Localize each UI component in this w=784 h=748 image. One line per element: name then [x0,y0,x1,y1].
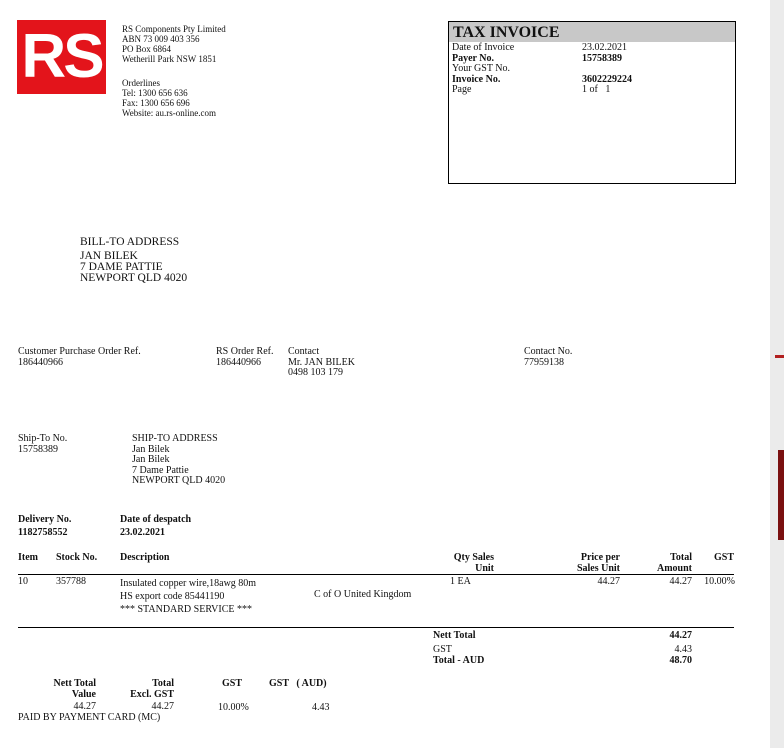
date-of-invoice-label: Date of Invoice [452,42,515,53]
payment-method: PAID BY PAYMENT CARD (MC) [18,712,161,723]
delivery-no-label: Delivery No. [18,514,72,525]
summary-nett-header-2: Value [71,688,96,700]
bill-to-street: 7 DAME PATTIE [80,261,163,273]
col-qty-header-2: Unit [475,562,494,574]
edge-mark [778,450,784,540]
row-qty: 1 EA [450,576,471,587]
cpo-label: Customer Purchase Order Ref. [18,346,141,357]
tax-invoice-header [449,22,735,42]
company-website: Website: au.rs-online.com [122,108,216,118]
despatch-label: Date of despatch [120,514,192,525]
viewer-right-edge [770,0,784,748]
totals-labels [433,630,484,666]
ship-to-line3: 7 Dame Pattie [132,464,189,476]
totals-values [630,630,692,666]
ship-to-line2: Jan Bilek [132,454,170,465]
col-qty-header-1: Qty Sales [453,552,494,563]
payer-no-label: Payer No. [452,52,495,64]
invoice-labels [452,43,514,96]
company-abn: ABN 73 009 403 356 [122,34,200,44]
contact-ref [288,347,355,379]
row-description [120,577,256,616]
ship-to-no-label: Ship-To No. [18,433,68,444]
invoice-no: 3602229224 [582,73,632,85]
col-price-header-1: Price per [580,552,620,563]
rs-logo [17,20,106,94]
rs-order-ref [216,347,274,368]
company-pobox: PO Box 6864 [122,44,172,54]
page-label: Page [452,84,472,95]
summary-gst-aud-header: GST ( AUD) [269,678,327,689]
page-value [582,85,632,96]
despatch-date: 23.02.2021 [120,527,165,538]
col-total-header [630,553,692,574]
company-tel: Tel: 1300 656 636 [122,88,188,98]
col-item-header: Item [18,552,38,563]
despatch-block [120,513,191,539]
gst-no-label: Your GST No. [452,63,510,74]
total-aud-value: 48.70 [669,655,692,666]
summary-gst-rate: 10.00% [218,702,249,713]
col-price-header-2: Sales Unit [576,562,620,574]
nett-total-label: Nett Total [433,630,476,641]
summary-excl-header-1: Total [152,678,174,689]
row-stock: 357788 [56,576,86,587]
company-name: RS Components Pty Limited [122,24,226,34]
total-aud-label: Total - AUD [433,655,485,666]
summary-excl-header-2: Excl. GST [130,688,174,700]
totals-rule [18,627,734,628]
rs-order-value: 186440966 [216,356,261,368]
col-total-header-1: Total [670,552,692,563]
bill-to-block [80,237,187,284]
row-gst: 10.00% [704,576,735,587]
page-of: 1 of [582,84,598,95]
row-origin: C of O United Kingdom [314,589,412,600]
page-total: 1 [605,84,611,95]
summary-gst-header: GST [222,678,243,689]
invoice-values [582,43,632,96]
edge-mark [775,355,784,358]
summary-nett-header-1: Nett Total [53,678,96,689]
bill-to-name: JAN BILEK [80,250,138,262]
summary-nett-value: 44.27 [73,701,96,712]
tax-invoice-box [448,21,736,184]
col-gst-header: GST [713,552,734,563]
row-price: 44.27 [597,576,620,587]
contact-no-ref [524,347,572,368]
ship-to-no: 15758389 [18,443,58,455]
gst-total-value: 4.43 [674,644,692,655]
summary-excl-value: 44.27 [151,701,174,712]
payer-no: 15758389 [582,52,622,64]
company-fax: Fax: 1300 656 696 [122,98,190,108]
delivery-no-block [18,513,71,539]
ship-to-line4: NEWPORT QLD 4020 [132,475,226,486]
bill-to-heading: BILL-TO ADDRESS [80,236,180,248]
ship-to-no-block [18,434,67,455]
contact-phone: 0498 103 179 [288,367,343,378]
col-price-header [540,553,620,574]
contact-label: Contact [288,346,320,357]
header-rule [18,574,734,575]
invoice-no-label: Invoice No. [452,73,501,85]
orderlines-label: Orderlines [122,78,160,88]
ship-to-address [132,434,225,487]
col-stock-header: Stock No. [56,552,98,563]
col-qty-header [400,553,494,574]
tax-invoice-title: TAX INVOICE [453,24,560,41]
row-service: *** STANDARD SERVICE *** [120,604,253,615]
company-city: Wetherill Park NSW 1851 [122,54,217,64]
summary-gst-amount: 4.43 [312,702,330,713]
bill-to-city: NEWPORT QLD 4020 [80,272,188,284]
row-desc-text: Insulated copper wire,18awg 80m [120,578,257,589]
contact-no-value: 77959138 [524,356,564,368]
summary-nett-header [30,679,96,700]
row-item: 10 [18,576,28,587]
nett-total-value: 44.27 [669,630,692,641]
ship-to-line1: Jan Bilek [132,443,170,455]
col-total-header-2: Amount [656,562,692,574]
contact-name: Mr. JAN BILEK [288,356,355,368]
company-block [122,24,226,118]
cpo-ref [18,347,141,368]
rs-logo-text: RS [21,22,102,91]
rs-order-label: RS Order Ref. [216,346,274,357]
row-hs-code: HS export code 85441190 [120,591,225,602]
ship-to-heading: SHIP-TO ADDRESS [132,433,218,444]
contact-no-label: Contact No. [524,346,573,357]
summary-excl-header [110,679,174,700]
delivery-no: 1182758552 [18,527,68,538]
date-of-invoice: 23.02.2021 [582,42,627,53]
row-total: 44.27 [669,576,692,587]
cpo-value: 186440966 [18,356,63,368]
gst-total-label: GST [433,644,452,655]
col-desc-header: Description [120,552,170,563]
